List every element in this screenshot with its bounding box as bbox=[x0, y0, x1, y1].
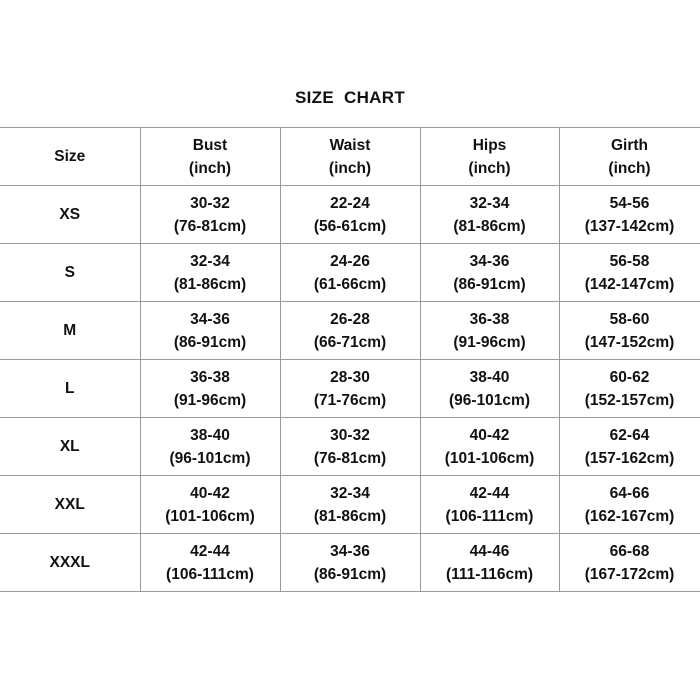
cm-value: (86-91cm) bbox=[313, 565, 387, 583]
waist-cell bbox=[280, 360, 420, 418]
header-size bbox=[0, 128, 140, 186]
header-waist-name: Waist bbox=[329, 136, 371, 154]
inch-value: 30-32 bbox=[330, 426, 370, 444]
inch-value: 40-42 bbox=[190, 484, 230, 502]
inch-value: 32-34 bbox=[330, 484, 370, 502]
inch-value: 30-32 bbox=[190, 194, 230, 212]
cm-value: (162-167cm) bbox=[584, 507, 675, 525]
header-hips bbox=[420, 128, 559, 186]
hips-cell bbox=[420, 244, 559, 302]
inch-value: 22-24 bbox=[330, 194, 370, 212]
bust-cell bbox=[140, 302, 280, 360]
inch-value: 42-44 bbox=[190, 542, 230, 560]
header-bust-unit: (inch) bbox=[188, 159, 232, 177]
inch-value: 60-62 bbox=[609, 368, 650, 386]
girth-cell bbox=[559, 418, 700, 476]
cm-value: (137-142cm) bbox=[584, 217, 675, 235]
cm-value: (167-172cm) bbox=[584, 565, 675, 583]
size-label: S bbox=[0, 244, 140, 302]
inch-value: 66-68 bbox=[609, 542, 650, 560]
cm-value: (61-66cm) bbox=[313, 275, 387, 293]
cm-value: (71-76cm) bbox=[313, 391, 387, 409]
size-label: XXXL bbox=[0, 534, 140, 592]
cm-value: (56-61cm) bbox=[313, 217, 387, 235]
header-girth bbox=[559, 128, 700, 186]
table-row bbox=[0, 302, 700, 360]
size-chart-table bbox=[0, 127, 700, 592]
waist-cell bbox=[280, 186, 420, 244]
cm-value: (96-101cm) bbox=[169, 449, 251, 467]
waist-cell bbox=[280, 476, 420, 534]
cm-value: (76-81cm) bbox=[173, 217, 247, 235]
cm-value: (81-86cm) bbox=[313, 507, 387, 525]
header-size-label: Size bbox=[54, 148, 86, 165]
bust-cell bbox=[140, 186, 280, 244]
inch-value: 32-34 bbox=[469, 194, 510, 212]
inch-value: 28-30 bbox=[330, 368, 370, 386]
table-row bbox=[0, 476, 700, 534]
size-label: XXL bbox=[0, 476, 140, 534]
inch-value: 58-60 bbox=[609, 310, 650, 328]
inch-value: 42-44 bbox=[469, 484, 510, 502]
page-title: SIZE CHART bbox=[294, 88, 406, 107]
hips-cell bbox=[420, 534, 559, 592]
header-hips-unit: (inch) bbox=[468, 159, 511, 177]
table-row bbox=[0, 186, 700, 244]
waist-cell bbox=[280, 534, 420, 592]
inch-value: 54-56 bbox=[609, 194, 650, 212]
cm-value: (142-147cm) bbox=[584, 275, 675, 293]
waist-cell bbox=[280, 418, 420, 476]
cm-value: (91-96cm) bbox=[173, 391, 247, 409]
inch-value: 38-40 bbox=[469, 368, 510, 386]
inch-value: 44-46 bbox=[469, 542, 510, 560]
inch-value: 26-28 bbox=[330, 310, 370, 328]
waist-cell bbox=[280, 302, 420, 360]
hips-cell bbox=[420, 186, 559, 244]
cm-value: (76-81cm) bbox=[313, 449, 387, 467]
girth-cell bbox=[559, 476, 700, 534]
cm-value: (111-116cm) bbox=[445, 565, 534, 583]
hips-cell bbox=[420, 418, 559, 476]
girth-cell bbox=[559, 302, 700, 360]
cm-value: (81-86cm) bbox=[453, 217, 526, 235]
bust-cell bbox=[140, 534, 280, 592]
girth-cell bbox=[559, 186, 700, 244]
inch-value: 34-36 bbox=[330, 542, 370, 560]
girth-cell bbox=[559, 534, 700, 592]
cm-value: (106-111cm) bbox=[445, 507, 534, 525]
size-label: M bbox=[0, 302, 140, 360]
header-girth-name: Girth bbox=[610, 136, 649, 154]
inch-value: 64-66 bbox=[609, 484, 650, 502]
inch-value: 34-36 bbox=[190, 310, 230, 328]
inch-value: 32-34 bbox=[190, 252, 230, 270]
cm-value: (91-96cm) bbox=[453, 333, 526, 351]
inch-value: 38-40 bbox=[190, 426, 230, 444]
bust-cell bbox=[140, 360, 280, 418]
header-bust bbox=[140, 128, 280, 186]
cm-value: (152-157cm) bbox=[584, 391, 675, 409]
size-label: L bbox=[0, 360, 140, 418]
girth-cell bbox=[559, 360, 700, 418]
inch-value: 24-26 bbox=[330, 252, 370, 270]
cm-value: (66-71cm) bbox=[313, 333, 387, 351]
table-row bbox=[0, 244, 700, 302]
header-waist bbox=[280, 128, 420, 186]
size-label: XS bbox=[0, 186, 140, 244]
inch-value: 56-58 bbox=[609, 252, 650, 270]
girth-cell bbox=[559, 244, 700, 302]
table-row bbox=[0, 534, 700, 592]
inch-value: 36-38 bbox=[469, 310, 510, 328]
cm-value: (86-91cm) bbox=[173, 333, 247, 351]
cm-value: (157-162cm) bbox=[584, 449, 675, 467]
bust-cell bbox=[140, 476, 280, 534]
bust-cell bbox=[140, 244, 280, 302]
header-row bbox=[0, 128, 700, 186]
hips-cell bbox=[420, 476, 559, 534]
bust-cell bbox=[140, 418, 280, 476]
header-hips-name: Hips bbox=[472, 136, 507, 154]
cm-value: (96-101cm) bbox=[449, 391, 530, 409]
cm-value: (86-91cm) bbox=[453, 275, 526, 293]
cm-value: (101-106cm) bbox=[444, 449, 535, 467]
waist-cell bbox=[280, 244, 420, 302]
cm-value: (106-111cm) bbox=[166, 565, 254, 583]
header-waist-unit: (inch) bbox=[328, 159, 372, 177]
hips-cell bbox=[420, 302, 559, 360]
table-row bbox=[0, 360, 700, 418]
table-row bbox=[0, 418, 700, 476]
cm-value: (101-106cm) bbox=[165, 507, 255, 525]
inch-value: 62-64 bbox=[609, 426, 650, 444]
inch-value: 34-36 bbox=[469, 252, 510, 270]
inch-value: 40-42 bbox=[469, 426, 510, 444]
inch-value: 36-38 bbox=[190, 368, 230, 386]
header-girth-unit: (inch) bbox=[608, 159, 651, 177]
cm-value: (147-152cm) bbox=[584, 333, 675, 351]
header-bust-name: Bust bbox=[192, 136, 228, 154]
size-label: XL bbox=[0, 418, 140, 476]
hips-cell bbox=[420, 360, 559, 418]
cm-value: (81-86cm) bbox=[173, 275, 247, 293]
